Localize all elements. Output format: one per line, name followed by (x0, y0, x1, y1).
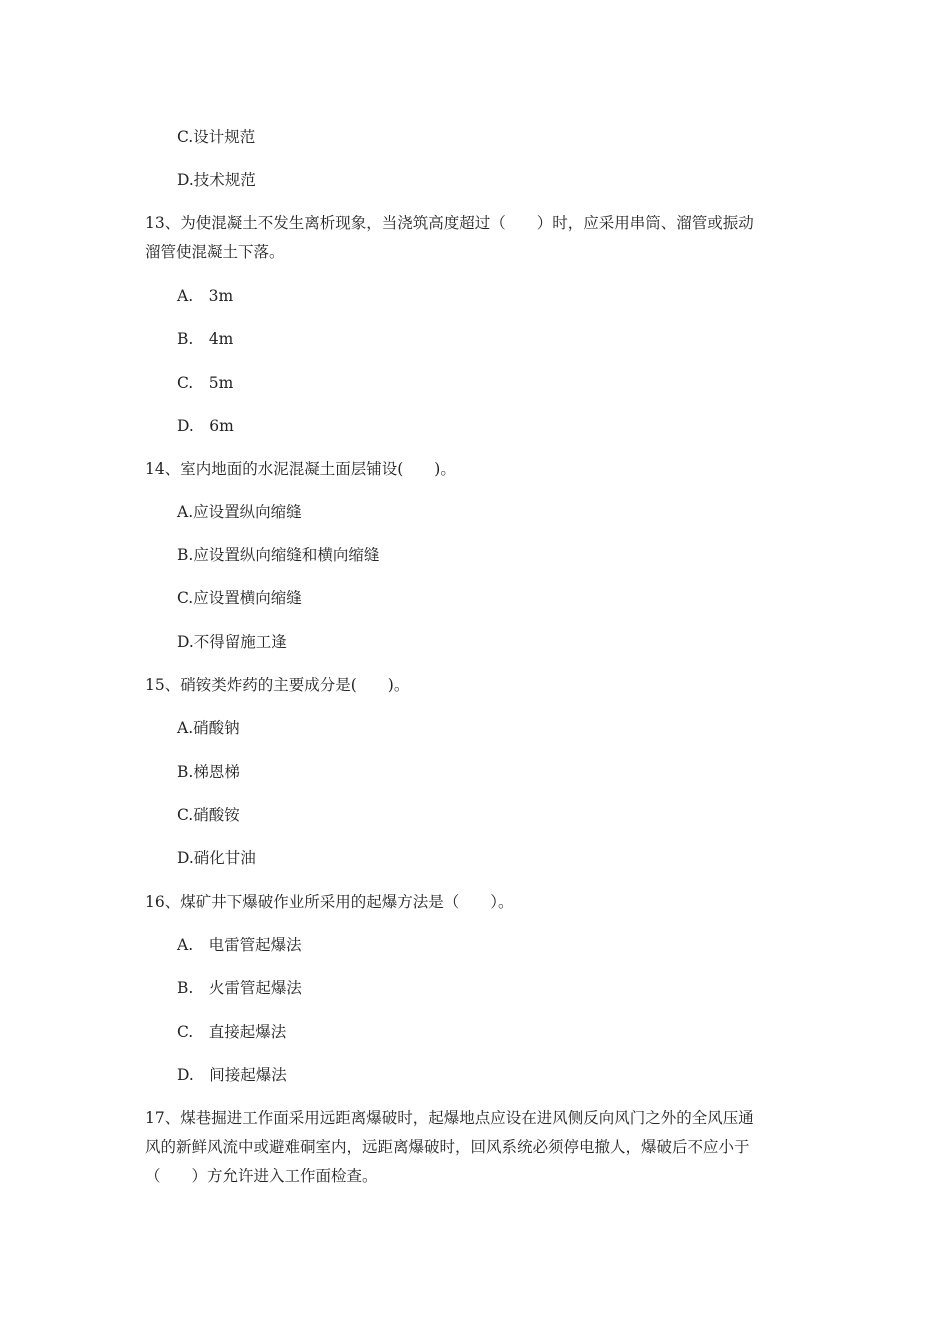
question-16-option-b: B. 火雷管起爆法 (177, 979, 302, 997)
question-13-option-b: B. 4m (177, 330, 234, 348)
question-17-text: 17、煤巷掘进工作面采用远距离爆破时，起爆地点应设在进风侧反向风门之外的全风压通 (145, 1109, 754, 1127)
question-14-option-b: B.应设置纵向缩缝和横向缩缝 (177, 546, 380, 564)
question-15-option-b: B.梯恩梯 (177, 763, 240, 781)
question-13-text: 13、为使混凝土不发生离析现象，当浇筑高度超过（ ）时，应采用串筒、溜管或振动 (145, 214, 754, 232)
question-15-text: 15、硝铵类炸药的主要成分是( )。 (145, 676, 410, 694)
question-17-text-cont-2: （ ）方允许进入工作面检查。 (145, 1167, 378, 1185)
question-13-option-a: A. 3m (177, 287, 234, 305)
question-13-text-cont: 溜管使混凝土下落。 (145, 243, 285, 261)
question-13-option-d: D. 6m (177, 417, 234, 435)
question-13-option-c: C. 5m (177, 374, 234, 392)
question-16-text: 16、煤矿井下爆破作业所采用的起爆方法是（ ）。 (145, 893, 514, 911)
question-16-option-d: D. 间接起爆法 (177, 1066, 287, 1084)
question-15-option-a: A.硝酸钠 (177, 719, 240, 737)
option-d: D.技术规范 (177, 171, 256, 189)
question-14-option-a: A.应设置纵向缩缝 (177, 503, 302, 521)
question-16-option-a: A. 电雷管起爆法 (177, 936, 302, 954)
question-14-option-d: D.不得留施工逢 (177, 633, 287, 651)
question-15-option-d: D.硝化甘油 (177, 849, 256, 867)
question-16-option-c: C. 直接起爆法 (177, 1023, 287, 1041)
question-14-option-c: C.应设置横向缩缝 (177, 589, 302, 607)
question-15-option-c: C.硝酸铵 (177, 806, 240, 824)
question-14-text: 14、室内地面的水泥混凝土面层铺设( )。 (145, 460, 456, 478)
option-c: C.设计规范 (177, 128, 256, 146)
question-17-text-cont: 风的新鲜风流中或避难硐室内，远距离爆破时，回风系统必须停电撤人，爆破后不应小于 (145, 1138, 750, 1156)
